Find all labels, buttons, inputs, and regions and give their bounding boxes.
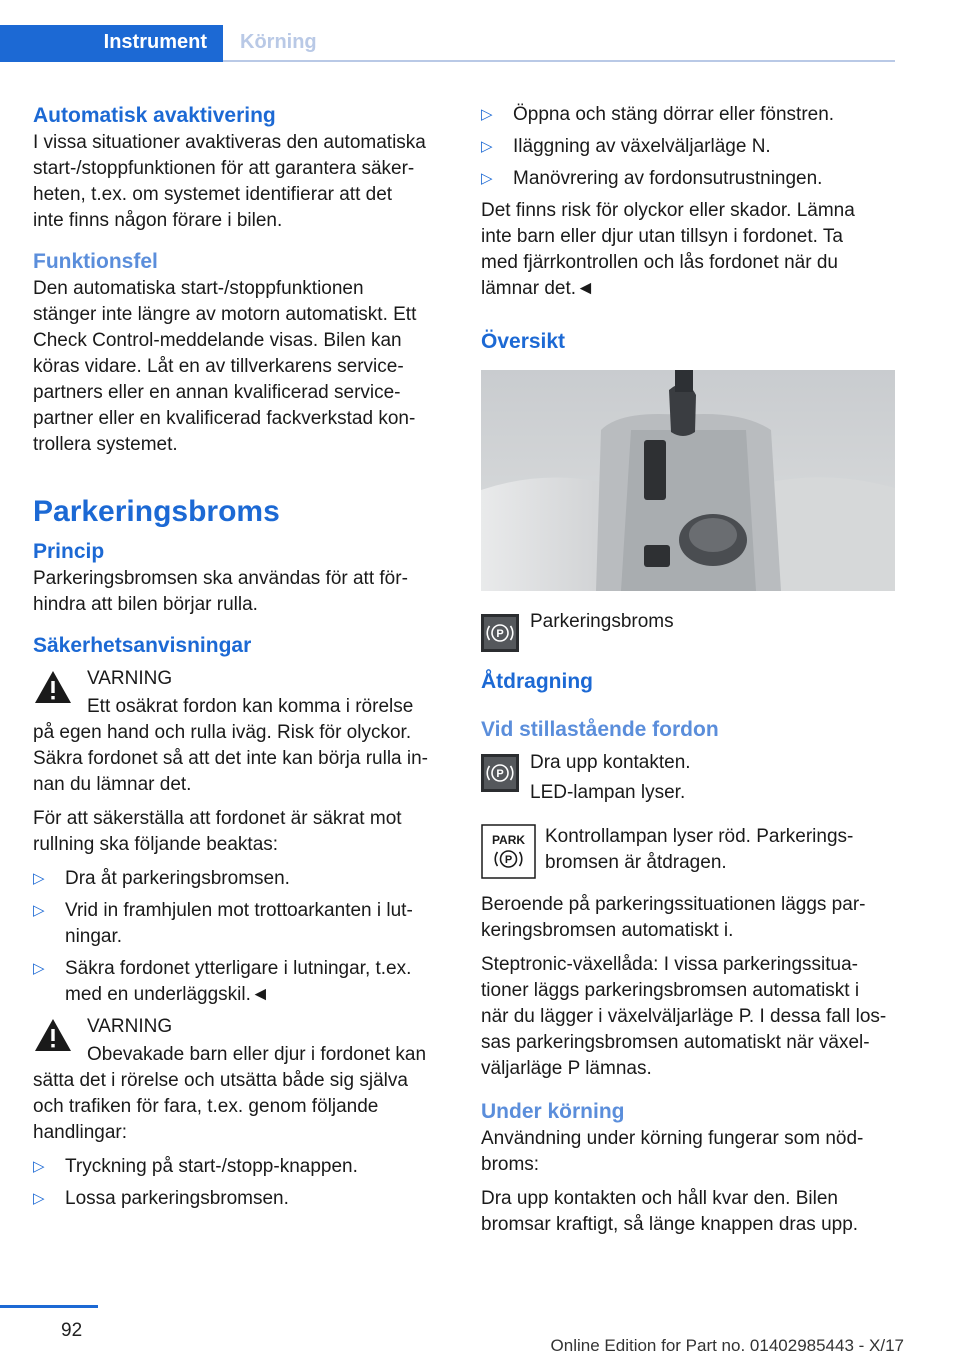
header-divider [223,60,895,62]
warning-2-label: VARNING [87,1016,173,1037]
page-number: 92 [61,1320,83,1341]
heading-safety: Säkerhetsanvisningar [33,634,252,657]
step-led-lights: LED-lampan lyser. [530,782,686,803]
safety-list [33,866,443,1008]
risk-text: Det finns risk för olyckor eller skador. Lämna inte barn eller djur utan tillsyn i fordonet. Ta med fjärrkontrollen och lås fordonet när du lämnar det.◄ [481,200,855,299]
svg-text:PARK: PARK [491,833,526,847]
malfunction-text: Den automatiska start-/stoppfunktionen stänger inte längre av motorn automatiskt. Ett Check Control-meddelande visas. Bilen kan köras vidare. Låt en av tillverkarens service- partners eller en annan kvalificerad service- partner eller en kvalificerad fackverkstad kon- trollera systemet. [33,278,417,455]
section-title: Parkeringsbroms [33,495,280,528]
principle-text: Parkeringsbromsen ska användas för att för- hindra att bilen börjar rulla. [33,568,408,615]
left-column [33,102,443,1218]
triangle-bullet-icon: ▷ [481,138,493,155]
warning-2 [33,1014,443,1068]
heading-while-driving: Under körning [481,1100,625,1123]
parking-brake-icon [481,754,519,792]
list-item: ▷ Vrid in framhjulen mot trottoarkanten i lut- ningar. [33,900,413,947]
heading-malfunction: Funktionsfel [33,250,158,273]
heading-overview: Översikt [481,330,566,353]
park-indicator-icon [481,824,536,879]
heading-auto-deactivation: Automatisk avaktivering [33,104,276,127]
triangle-bullet-icon: ▷ [33,902,45,919]
right-column [481,102,895,1246]
triangle-bullet-icon: ▷ [33,870,45,887]
triangle-bullet-icon: ▷ [481,170,493,187]
stationary-step [481,750,895,806]
heading-stationary: Vid stillastående fordon [481,718,719,741]
step-pull-switch: Dra upp kontakten. [530,752,691,773]
svg-text:P: P [496,768,504,780]
warning-1-first-line: Ett osäkrat fordon kan komma i rörelse [87,696,414,717]
park-indicator-row [481,824,895,880]
caption-text: Parkeringsbroms [530,611,674,632]
warning-2-list [33,1154,443,1212]
list-item: ▷ Manövrering av fordonsutrustningen. [481,166,895,192]
heading-apply: Åtdragning [481,670,593,693]
continued-list [481,102,895,192]
warning-1-text: på egen hand och rulla iväg. Risk för olyckor. Säkra fordonet så att det inte kan börja rulla in- nan du lämnar det. [33,722,429,795]
warning-icon [33,1017,73,1053]
tab-instrument-label: Instrument [103,31,207,53]
center-console-photo [481,370,895,591]
auto-deactivation-text: I vissa situationer avaktiveras den automatiska start-/stoppfunktionen för att garantera säker- heten, t.ex. om systemet identifierar att det inte finns någon förare i bilen. [33,132,426,231]
warning-icon [33,669,73,705]
parking-brake-icon [481,614,519,652]
list-item: ▷ Säkra fordonet ytterligare i lutningar, t.ex. med en underläggskil.◄ [33,958,412,1005]
warning-2-text: sätta det i rörelse och utsätta både sig själva och trafiken för fara, t.ex. genom följande handlingar: [33,1070,408,1143]
svg-text:P: P [504,854,513,866]
park-indicator-text: Kontrollampan lyser röd. Parkerings- bromsen är åtdragen. [545,826,854,873]
auto-apply-text: Beroende på parkeringssituationen läggs par- keringsbromsen automatiskt i. [481,894,866,941]
warning-2-first-line: Obevakade barn eller djur i fordonet kan [87,1044,427,1065]
warning-1 [33,666,443,720]
list-item: ▷ Tryckning på start-/stopp-knappen. [33,1154,443,1180]
driving-text: Användning under körning fungerar som nöd- broms: [481,1128,864,1175]
triangle-bullet-icon: ▷ [481,106,493,123]
footer-accent-line [0,1305,98,1308]
tab-korning[interactable]: Körning [240,31,317,53]
caption-row [481,612,895,658]
triangle-bullet-icon: ▷ [33,1190,45,1207]
page-header [0,0,960,62]
list-item: ▷ Iläggning av växelväljarläge N. [481,134,895,160]
list-item: ▷ Lossa parkeringsbromsen. [33,1186,443,1212]
warning-1-label: VARNING [87,668,173,689]
steptronic-text: Steptronic-växellåda: I vissa parkeringssitua- tioner läggs parkeringsbromsen automatiskt i när du lägger i växelväljarläge P. I dessa fall los- sas parkeringsbromsen automatiskt när växel- väljarläge P lämnas. [481,954,887,1079]
list-item: ▷ Dra åt parkeringsbromsen. [33,866,443,892]
triangle-bullet-icon: ▷ [33,1158,45,1175]
list-item: ▷ Öppna och stäng dörrar eller fönstren. [481,102,895,128]
triangle-bullet-icon: ▷ [33,960,45,977]
safety-intro: För att säkerställa att fordonet är säkrat mot rullning ska följande beaktas: [33,808,402,855]
edition-note: Online Edition for Part no. 01402985443 - X/17 [550,1336,904,1355]
tab-instrument[interactable] [0,25,223,62]
heading-principle: Princip [33,540,105,563]
driving-text-2: Dra upp kontakten och håll kvar den. Bilen bromsar kraftigt, så länge knappen dras upp. [481,1188,859,1235]
svg-text:P: P [496,628,504,640]
